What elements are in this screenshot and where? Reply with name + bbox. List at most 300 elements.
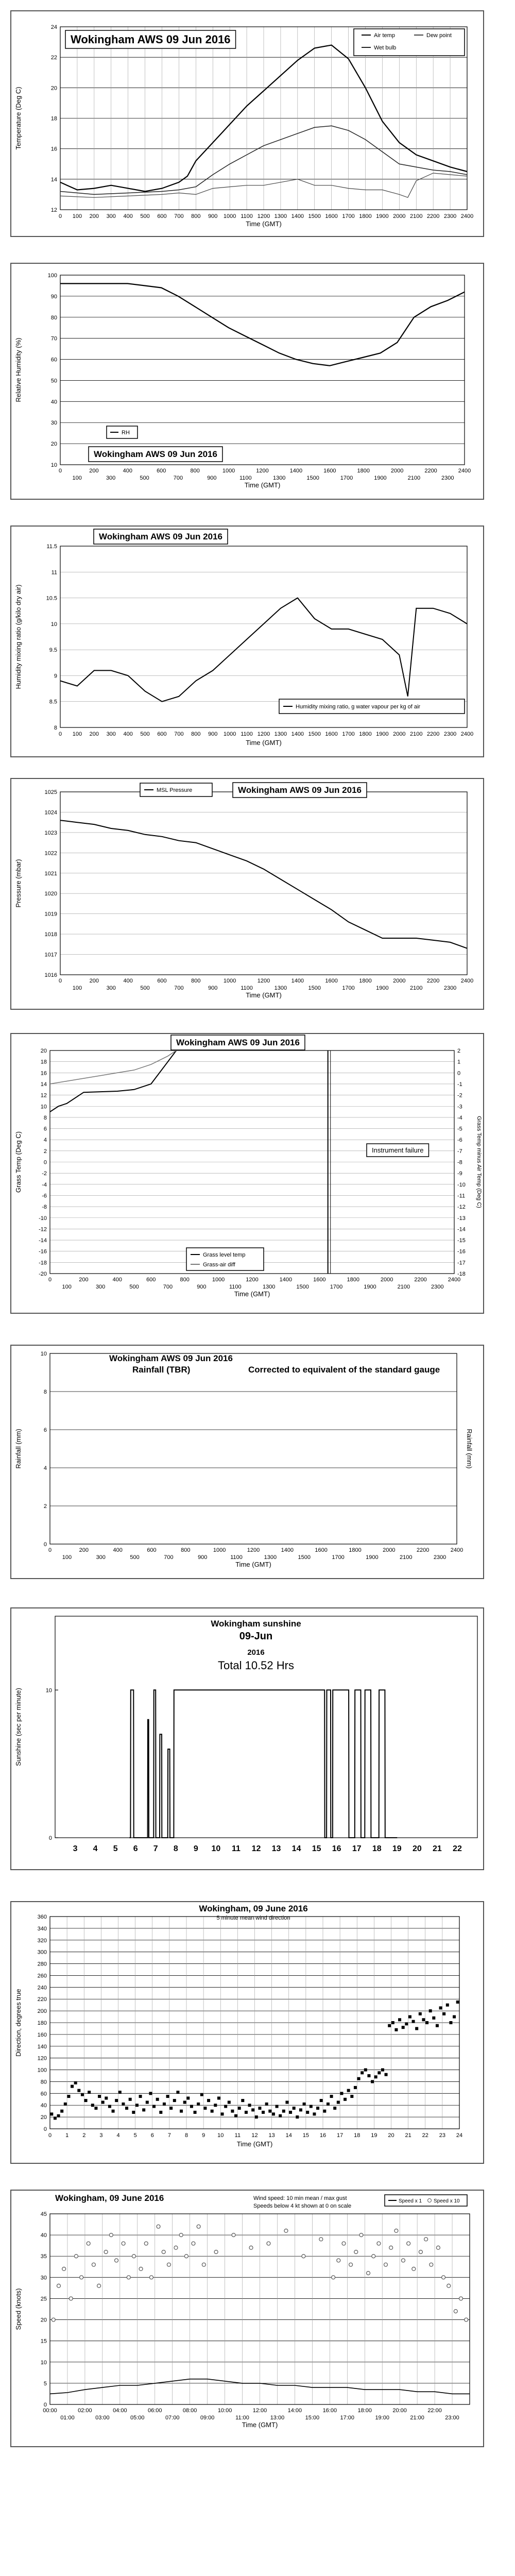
grass-y-tick-label: 20 — [40, 1048, 47, 1054]
mix-x-tick-label: 2100 — [410, 731, 423, 737]
dir-x-tick-label: 4 — [116, 2132, 120, 2139]
sun-series-line — [130, 1690, 398, 1838]
temp-x-tick-label: 1500 — [308, 213, 321, 219]
temp-legend-label-2: Wet bulb — [374, 45, 397, 51]
speed-y-tick-label: 5 — [43, 2380, 47, 2387]
temp-x-tick-label: 500 — [140, 213, 150, 219]
temp-x-tick-label: 2000 — [393, 213, 406, 219]
grass-y-tick-label: 6 — [43, 1126, 47, 1132]
speed-x-tick-label: 10:00 — [217, 2408, 232, 2414]
wind-direction-chart-panel — [10, 1901, 484, 2164]
rh-legend-label: RH — [122, 430, 130, 436]
rain-x-tick-label: 1700 — [332, 1554, 345, 1561]
speed-gust-point — [149, 2276, 153, 2279]
speed-gust-point — [342, 2242, 346, 2245]
grass-y-right-tick-label: 1 — [457, 1059, 461, 1065]
rain-x-tick-label: 0 — [48, 1547, 52, 1553]
dir-data-point — [333, 2107, 336, 2110]
rain-x-tick-label: 2000 — [383, 1547, 396, 1553]
sun-chart-date: 09-Jun — [239, 1631, 273, 1642]
grass-y-right-tick-label: -9 — [457, 1171, 462, 1177]
temp-x-tick-label: 1800 — [359, 213, 372, 219]
temp-y-tick-label: 22 — [50, 55, 57, 61]
speed-x-tick-label: 06:00 — [147, 2408, 162, 2414]
pressure-x-tick-label: 800 — [191, 978, 201, 984]
dir-data-point — [228, 2101, 231, 2104]
dir-data-point — [241, 2099, 244, 2102]
pressure-x-tick-label: 900 — [208, 985, 218, 991]
dir-data-point — [159, 2111, 162, 2114]
pressure-y-tick-label: 1019 — [44, 911, 57, 918]
dir-data-point — [293, 2107, 296, 2110]
pressure-x-tick-label: 300 — [106, 985, 116, 991]
dir-data-point — [313, 2112, 316, 2115]
dir-data-point — [105, 2096, 108, 2099]
grass-x-tick-label: 2000 — [380, 1277, 393, 1283]
rain-y-tick-label: 8 — [43, 1389, 47, 1395]
temp-x-tick-label: 200 — [89, 213, 99, 219]
grass-y-right-tick-label: -7 — [457, 1148, 462, 1155]
temp-x-tick-label: 1300 — [274, 213, 287, 219]
dir-data-point — [60, 2110, 63, 2113]
dir-data-point — [207, 2099, 210, 2102]
dir-data-point — [320, 2099, 323, 2102]
rh-x-tick-label: 1900 — [374, 475, 387, 481]
dir-data-point — [360, 2071, 364, 2074]
dir-y-tick-label: 160 — [37, 2031, 47, 2038]
dir-data-point — [190, 2105, 193, 2108]
rain-x-tick-label: 400 — [113, 1547, 123, 1553]
speed-y-tick-label: 25 — [40, 2296, 47, 2302]
speed-x-tick-label: 14:00 — [287, 2408, 302, 2414]
rh-x-tick-label: 2100 — [407, 475, 421, 481]
dir-data-point — [371, 2080, 374, 2083]
grass-y-right-axis-label: Grass Temp minus Air Temp (Deg C) — [476, 1116, 482, 1208]
grass-y-right-tick-label: -3 — [457, 1104, 462, 1110]
dir-data-point — [422, 2018, 425, 2021]
dir-chart-title: Wokingham, 09 June 2016 — [199, 1904, 308, 1913]
grass-y-right-tick-label: -14 — [457, 1226, 466, 1233]
grass-x-tick-label: 400 — [112, 1277, 123, 1283]
speed-x-tick-label: 15:00 — [305, 2415, 320, 2421]
speed-gust-point — [389, 2246, 393, 2249]
speed-gust-point — [104, 2250, 108, 2254]
grass-x-tick-label: 1400 — [279, 1277, 293, 1283]
speed-y-tick-label: 30 — [40, 2275, 47, 2281]
dir-data-point — [176, 2091, 179, 2094]
grass-y-tick-label: 18 — [40, 1059, 47, 1065]
speed-x-tick-label: 08:00 — [182, 2408, 197, 2414]
grass-x-tick-label: 1600 — [313, 1277, 326, 1283]
dir-y-tick-label: 80 — [40, 2079, 47, 2086]
speed-gust-point — [202, 2263, 205, 2266]
grass-x-tick-label: 2300 — [431, 1284, 444, 1290]
pressure-x-tick-label: 1600 — [325, 978, 338, 984]
dir-y-tick-label: 0 — [43, 2126, 47, 2132]
dir-x-axis-label: Time (GMT) — [236, 2140, 273, 2148]
speed-gust-point — [436, 2246, 440, 2249]
dir-x-tick-label: 21 — [405, 2132, 411, 2139]
pressure-x-tick-label: 2400 — [460, 978, 474, 984]
rain-x-tick-label: 1300 — [264, 1554, 277, 1561]
grass-y-tick-label: 8 — [43, 1114, 47, 1121]
dir-data-point — [377, 2071, 381, 2074]
rh-x-tick-label: 1700 — [340, 475, 353, 481]
sun-x-tick-label: 3 — [73, 1844, 78, 1853]
pressure-y-tick-label: 1021 — [44, 870, 57, 877]
speed-x-tick-label: 01:00 — [60, 2415, 75, 2421]
temp-x-tick-label: 1000 — [223, 213, 236, 219]
pressure-chart-panel — [10, 778, 484, 1010]
grass-annotation: Instrument failure — [372, 1146, 424, 1154]
mix-x-tick-label: 2300 — [443, 731, 457, 737]
dir-data-point — [71, 2085, 74, 2088]
speed-gust-point — [232, 2233, 235, 2237]
sun-x-tick-label: 7 — [153, 1844, 158, 1853]
temperature-chart-panel — [10, 10, 484, 237]
dir-data-point — [340, 2092, 343, 2095]
speed-x-tick-label: 11:00 — [235, 2415, 249, 2421]
rain-y-tick-label: 2 — [43, 1503, 47, 1510]
rain-x-tick-label: 2200 — [416, 1547, 430, 1553]
dir-x-tick-label: 8 — [184, 2132, 188, 2139]
speed-gust-point — [122, 2242, 125, 2245]
speed-x-tick-label: 18:00 — [357, 2408, 372, 2414]
temp-x-tick-label: 2200 — [426, 213, 440, 219]
speed-legend-swatch-1 — [428, 2199, 432, 2202]
speed-x-tick-label: 00:00 — [43, 2408, 57, 2414]
rain-y-axis-label: Rainfall (mm) — [14, 1429, 22, 1469]
speed-x-tick-label: 12:00 — [252, 2408, 267, 2414]
rain-x-tick-label: 1000 — [213, 1547, 226, 1553]
rh-x-tick-label: 2400 — [458, 468, 471, 474]
dir-data-point — [214, 2104, 217, 2107]
dir-data-point — [350, 2095, 353, 2098]
rain-y-tick-label: 10 — [40, 1351, 47, 1357]
sun-x-tick-label: 4 — [93, 1844, 98, 1853]
mix-legend-label: Humidity mixing ratio, g water vapour per kg of air — [296, 704, 421, 710]
grass-y-tick-label: -20 — [39, 1271, 47, 1277]
dir-data-point — [432, 2016, 435, 2020]
dir-y-tick-label: 300 — [37, 1949, 47, 1956]
rain-x-tick-label: 1200 — [247, 1547, 260, 1553]
grass-series-line-1 — [50, 1050, 176, 1084]
pressure-x-tick-label: 0 — [58, 978, 62, 984]
temp-x-tick-label: 1700 — [342, 213, 355, 219]
rh-x-tick-label: 200 — [89, 468, 99, 474]
dir-data-point — [221, 2112, 224, 2115]
speed-gust-point — [62, 2267, 66, 2270]
dir-data-point — [282, 2110, 285, 2113]
mix-y-tick-label: 8 — [54, 725, 57, 731]
rain-note: Corrected to equivalent of the standard gauge — [248, 1365, 440, 1375]
speed-gust-point — [197, 2225, 200, 2228]
pressure-series-line — [60, 820, 467, 948]
dir-x-tick-label: 19 — [371, 2132, 377, 2139]
speed-gust-point — [465, 2318, 468, 2321]
sun-chart-total: Total 10.52 Hrs — [218, 1659, 294, 1672]
grass-y-tick-label: 14 — [40, 1081, 47, 1088]
grass-y-right-tick-label: -10 — [457, 1181, 466, 1188]
sun-x-tick-label: 6 — [133, 1844, 138, 1853]
speed-x-tick-label: 04:00 — [113, 2408, 127, 2414]
temp-x-tick-label: 800 — [191, 213, 201, 219]
speed-x-axis-label: Time (GMT) — [242, 2421, 278, 2429]
temp-x-tick-label: 400 — [123, 213, 133, 219]
rh-chart-title: Wokingham AWS 09 Jun 2016 — [94, 449, 217, 459]
dir-chart-subtitle: 5 minute mean wind direction — [216, 1915, 290, 1921]
speed-gust-point — [127, 2276, 130, 2279]
mix-x-tick-label: 1300 — [274, 731, 287, 737]
pressure-x-tick-label: 1300 — [274, 985, 287, 991]
grass-y-tick-label: 12 — [40, 1092, 47, 1099]
sun-x-tick-label: 15 — [312, 1844, 321, 1853]
dir-data-point — [203, 2107, 207, 2110]
grass-x-axis-label: Time (GMT) — [234, 1290, 270, 1298]
mix-x-axis-label: Time (GMT) — [246, 739, 282, 747]
speed-note-1: Wind speed: 10 min mean / max gust — [253, 2195, 347, 2201]
temp-y-tick-label: 14 — [50, 176, 57, 183]
speed-x-tick-label: 13:00 — [270, 2415, 285, 2421]
rh-y-tick-label: 20 — [50, 441, 57, 448]
dir-data-point — [74, 2081, 77, 2084]
rh-y-tick-label: 10 — [50, 462, 57, 468]
dir-data-point — [279, 2114, 282, 2117]
pressure-x-tick-label: 1200 — [257, 978, 270, 984]
grass-y-right-tick-label: 2 — [457, 1048, 461, 1054]
rh-x-tick-label: 1300 — [272, 475, 286, 481]
speed-legend-label-0: Speed x 1 — [399, 2198, 422, 2204]
temp-x-tick-label: 0 — [58, 213, 62, 219]
speed-gust-point — [87, 2242, 90, 2245]
pressure-x-tick-label: 1900 — [376, 985, 389, 991]
pressure-x-tick-label: 2100 — [410, 985, 423, 991]
grass-y-tick-label: -8 — [42, 1204, 47, 1211]
grass-x-tick-label: 1900 — [364, 1284, 376, 1290]
speed-x-tick-label: 23:00 — [445, 2415, 459, 2421]
temp-y-tick-label: 18 — [50, 115, 57, 122]
dir-x-tick-label: 14 — [285, 2132, 292, 2139]
mix-x-tick-label: 2200 — [426, 731, 440, 737]
speed-gust-point — [157, 2225, 160, 2228]
grass-y-right-tick-label: -8 — [457, 1159, 462, 1166]
dir-data-point — [67, 2095, 70, 2098]
speed-y-tick-label: 45 — [40, 2211, 47, 2217]
dir-data-point — [276, 2105, 279, 2108]
speed-legend-label-1: Speed x 10 — [434, 2198, 460, 2204]
dir-x-tick-label: 2 — [82, 2132, 86, 2139]
speed-x-tick-label: 22:00 — [427, 2408, 442, 2414]
dir-data-point — [374, 2075, 377, 2078]
wind-direction-chart — [11, 1902, 483, 2163]
grass-y-right-tick-label: 0 — [457, 1070, 461, 1077]
dir-data-point — [81, 2093, 84, 2096]
rh-x-tick-label: 400 — [123, 468, 133, 474]
dir-data-point — [412, 2020, 415, 2023]
dir-x-tick-label: 13 — [268, 2132, 275, 2139]
pressure-x-tick-label: 1000 — [223, 978, 236, 984]
dir-data-point — [146, 2101, 149, 2104]
grass-x-tick-label: 700 — [163, 1284, 173, 1290]
grass-x-tick-label: 1000 — [212, 1277, 225, 1283]
rain-x-tick-label: 2100 — [400, 1554, 413, 1561]
dir-data-point — [248, 2104, 251, 2107]
dir-data-point — [285, 2101, 288, 2104]
pressure-x-tick-label: 1700 — [342, 985, 355, 991]
rain-x-tick-label: 200 — [79, 1547, 89, 1553]
rain-x-tick-label: 300 — [96, 1554, 106, 1561]
grass-x-tick-label: 2400 — [448, 1277, 461, 1283]
mix-y-tick-label: 11.5 — [46, 544, 57, 550]
temp-y-tick-label: 12 — [50, 207, 57, 213]
dir-data-point — [415, 2027, 418, 2030]
grass-y-tick-label: -12 — [39, 1226, 47, 1233]
dir-x-tick-label: 15 — [302, 2132, 309, 2139]
pressure-x-tick-label: 400 — [123, 978, 133, 984]
dir-data-point — [419, 2012, 422, 2015]
grass-x-tick-label: 200 — [79, 1277, 89, 1283]
speed-gust-point — [394, 2229, 398, 2232]
rh-x-tick-label: 1100 — [239, 475, 252, 481]
speed-gust-point — [384, 2263, 388, 2266]
temp-x-tick-label: 1600 — [325, 213, 338, 219]
speed-gust-point — [57, 2284, 60, 2287]
mix-x-tick-label: 1400 — [291, 731, 304, 737]
mix-x-tick-label: 1500 — [308, 731, 321, 737]
grass-x-tick-label: 500 — [129, 1284, 139, 1290]
speed-gust-point — [359, 2233, 363, 2237]
dir-data-point — [258, 2107, 261, 2110]
grass-y-tick-label: -14 — [39, 1238, 47, 1244]
dir-data-point — [139, 2095, 142, 2098]
dir-x-tick-label: 3 — [99, 2132, 103, 2139]
mix-x-tick-label: 2400 — [460, 731, 474, 737]
pressure-x-tick-label: 600 — [157, 978, 167, 984]
sun-y-tick-label: 0 — [48, 1835, 52, 1841]
speed-gust-point — [69, 2297, 73, 2300]
rh-y-tick-label: 50 — [50, 378, 57, 384]
grass-y-tick-label: 4 — [43, 1137, 47, 1144]
grass-y-tick-label: -16 — [39, 1248, 47, 1255]
sun-x-tick-label: 20 — [412, 1844, 422, 1853]
pressure-x-tick-label: 2300 — [443, 985, 457, 991]
dir-data-point — [156, 2098, 159, 2101]
temp-x-axis-label: Time (GMT) — [246, 220, 282, 228]
dir-y-tick-label: 180 — [37, 2020, 47, 2026]
grass-y-tick-label: 0 — [43, 1159, 47, 1166]
speed-y-tick-label: 10 — [40, 2359, 47, 2366]
rainfall-chart — [11, 1346, 483, 1578]
speed-chart-title: Wokingham, 09 June 2016 — [55, 2193, 164, 2203]
dir-y-tick-label: 320 — [37, 1937, 47, 1944]
rain-x-tick-label: 500 — [130, 1554, 140, 1561]
rain-chart-title: Wokingham AWS 09 Jun 2016 — [109, 1353, 233, 1363]
dir-data-point — [347, 2089, 350, 2092]
dir-data-point — [299, 2108, 302, 2111]
pressure-x-tick-label: 100 — [72, 985, 82, 991]
speed-y-tick-label: 15 — [40, 2338, 47, 2345]
grass-y-right-tick-label: -1 — [457, 1081, 462, 1088]
sun-x-tick-label: 13 — [271, 1844, 281, 1853]
rain-x-tick-label: 800 — [181, 1547, 191, 1553]
speed-gust-point — [401, 2259, 405, 2262]
sun-x-tick-label: 22 — [453, 1844, 462, 1853]
dir-x-tick-label: 12 — [251, 2132, 258, 2139]
grass-y-right-tick-label: -11 — [457, 1193, 466, 1199]
mix-y-tick-label: 9 — [54, 673, 57, 680]
mix-y-tick-label: 11 — [51, 569, 57, 576]
speed-x-tick-label: 16:00 — [322, 2408, 337, 2414]
dir-data-point — [152, 2105, 156, 2108]
grass-y-tick-label: -6 — [42, 1193, 47, 1199]
speed-gust-point — [115, 2259, 118, 2262]
grass-x-tick-label: 600 — [146, 1277, 156, 1283]
rain-x-tick-label: 1800 — [349, 1547, 362, 1553]
grass-y-right-tick-label: -4 — [457, 1114, 462, 1121]
temp-y-tick-label: 24 — [50, 24, 57, 30]
dir-data-point — [330, 2095, 333, 2098]
dir-data-point — [262, 2111, 265, 2114]
dir-x-tick-label: 23 — [439, 2132, 445, 2139]
dir-data-point — [323, 2110, 326, 2113]
sun-x-tick-label: 18 — [372, 1844, 382, 1853]
rain-y-tick-label: 6 — [43, 1427, 47, 1433]
rh-x-tick-label: 1200 — [256, 468, 269, 474]
dir-x-tick-label: 9 — [202, 2132, 205, 2139]
pressure-plot-frame — [60, 792, 467, 975]
dir-x-tick-label: 1 — [65, 2132, 69, 2139]
mix-y-tick-label: 10 — [50, 621, 57, 628]
pressure-x-tick-label: 700 — [174, 985, 184, 991]
speed-gust-point — [179, 2233, 183, 2237]
rain-x-tick-label: 1100 — [230, 1554, 243, 1561]
wind-speed-chart-panel — [10, 2190, 484, 2447]
dir-data-point — [456, 2001, 459, 2004]
speed-x-tick-label: 03:00 — [95, 2415, 110, 2421]
speed-gust-point — [354, 2250, 358, 2254]
dir-data-point — [289, 2111, 292, 2114]
speed-y-tick-label: 20 — [40, 2317, 47, 2324]
dir-data-point — [354, 2086, 357, 2089]
speed-x-tick-label: 20:00 — [392, 2408, 407, 2414]
grass-x-tick-label: 300 — [95, 1284, 106, 1290]
speed-gust-point — [184, 2255, 188, 2258]
mix-x-tick-label: 1000 — [223, 731, 236, 737]
wind-speed-chart — [11, 2191, 483, 2446]
sun-x-tick-label: 17 — [352, 1844, 362, 1853]
dir-data-point — [408, 2015, 411, 2019]
mix-x-tick-label: 900 — [208, 731, 218, 737]
mix-x-tick-label: 2000 — [393, 731, 406, 737]
grass-y-right-tick-label: -12 — [457, 1204, 466, 1211]
dir-x-tick-label: 22 — [422, 2132, 428, 2139]
rh-y-tick-label: 30 — [50, 420, 57, 427]
dir-data-point — [149, 2092, 152, 2095]
grass-x-tick-label: 2200 — [414, 1277, 427, 1283]
dir-x-tick-label: 24 — [456, 2132, 463, 2139]
grass-y-right-tick-label: -16 — [457, 1248, 466, 1255]
dir-data-point — [394, 2028, 398, 2031]
speed-gust-point — [412, 2267, 416, 2270]
temp-legend-label-1: Dew point — [426, 32, 452, 39]
mix-y-tick-label: 9.5 — [49, 647, 57, 654]
grass-x-tick-label: 1700 — [330, 1284, 343, 1290]
dir-y-tick-label: 340 — [37, 1925, 47, 1932]
dir-data-point — [316, 2107, 319, 2110]
grass-y-tick-label: 2 — [43, 1148, 47, 1155]
dir-x-tick-label: 5 — [133, 2132, 137, 2139]
mix-x-tick-label: 1700 — [342, 731, 355, 737]
